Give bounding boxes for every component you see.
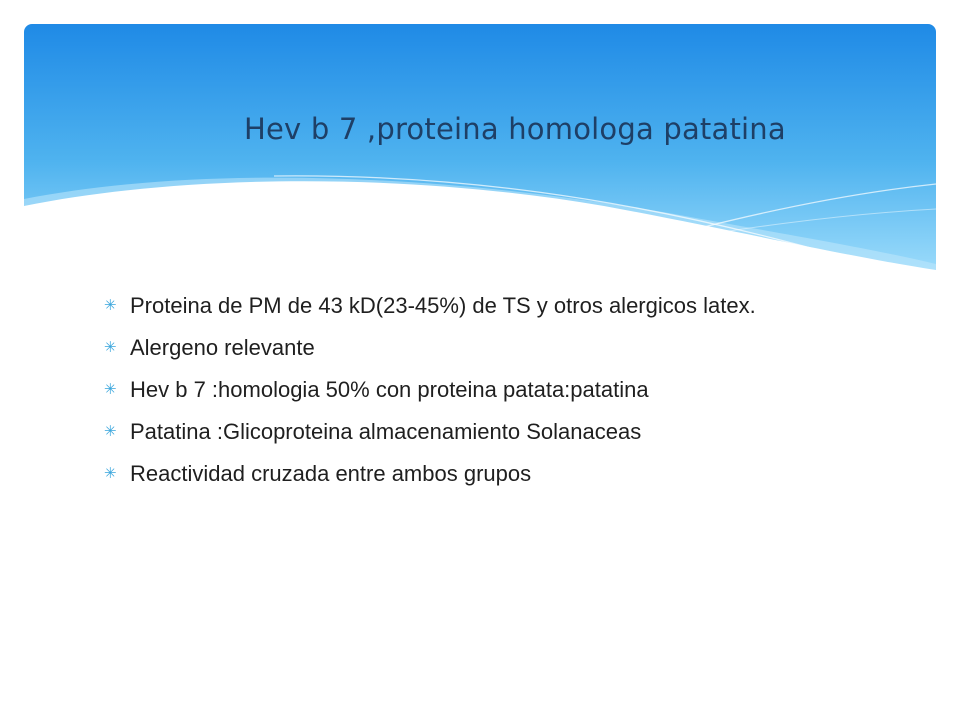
bullet-text: Patatina :Glicoproteina almacenamiento Solanaceas bbox=[130, 419, 642, 444]
header-wave-graphic bbox=[24, 24, 936, 274]
list-item bbox=[104, 374, 824, 405]
list-item bbox=[104, 458, 824, 489]
slide-title: Hev b 7 ,proteina homologa patatina bbox=[244, 112, 786, 146]
asterisk-bullet-icon: ✳ bbox=[104, 339, 117, 356]
header-banner bbox=[24, 24, 936, 274]
bullet-text: Proteina de PM de 43 kD(23-45%) de TS y otros alergicos latex. bbox=[130, 293, 756, 318]
asterisk-bullet-icon: ✳ bbox=[104, 381, 117, 398]
list-item bbox=[104, 416, 824, 447]
list-item bbox=[104, 332, 824, 363]
asterisk-bullet-icon: ✳ bbox=[104, 297, 117, 314]
bullet-list bbox=[104, 290, 824, 500]
bullet-text: Alergeno relevante bbox=[130, 335, 315, 360]
bullet-text: Hev b 7 :homologia 50% con proteina patata:patatina bbox=[130, 377, 649, 402]
bullet-text: Reactividad cruzada entre ambos grupos bbox=[130, 461, 532, 486]
list-item bbox=[104, 290, 824, 321]
asterisk-bullet-icon: ✳ bbox=[104, 423, 117, 440]
asterisk-bullet-icon: ✳ bbox=[104, 465, 117, 482]
